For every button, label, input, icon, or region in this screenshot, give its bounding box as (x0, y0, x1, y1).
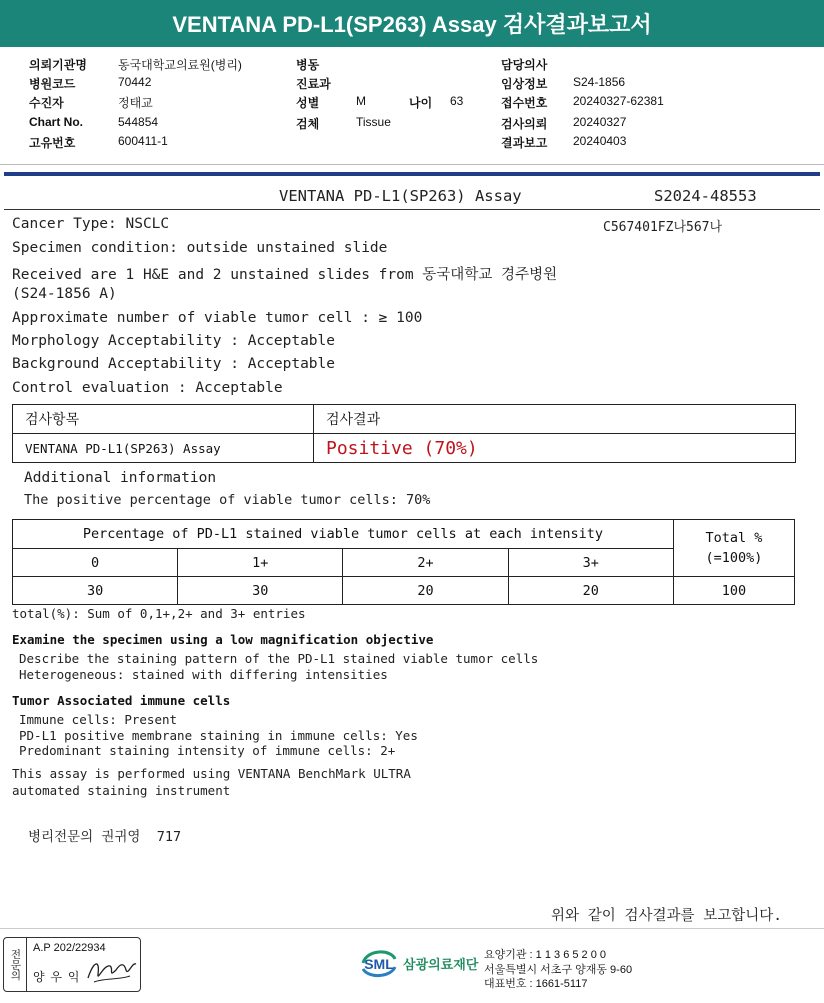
slide-code: C567401FZ나567나 (603, 220, 723, 235)
morphology-acceptability: Morphology Acceptability : Acceptable (12, 333, 336, 349)
header-result: 검사결과 (314, 405, 796, 434)
value-unique-no: 600411-1 (118, 134, 168, 148)
value-request-date: 20240327 (573, 115, 627, 129)
total-header (673, 520, 794, 577)
table-row (13, 434, 796, 463)
value-receipt-no: 20240327-62381 (573, 94, 664, 108)
total-note: total(%): Sum of 0,1+,2+ and 3+ entries (12, 606, 306, 621)
assay-title: VENTANA PD-L1(SP263) Assay (279, 187, 522, 205)
immune-title: Tumor Associated immune cells (12, 693, 231, 708)
org-code: 요양기관 : 1 1 3 6 5 2 0 0 (484, 949, 607, 961)
header-divider (0, 164, 824, 165)
patient-info-col1 (29, 56, 87, 153)
value-hospital-code: 70442 (118, 75, 152, 89)
immune-line-1: Immune cells: Present (19, 712, 178, 727)
label-unique-no: 고유번호 (29, 136, 76, 150)
org-phone: 대표번호 : 1661-5117 (484, 978, 588, 990)
label-patient: 수진자 (29, 96, 64, 110)
intensity-header: Percentage of PD-L1 stained viable tumor cells at each intensity (13, 520, 674, 549)
result-value: Positive (70%) (314, 434, 796, 463)
footer-divider (0, 928, 824, 929)
level-1: 1+ (178, 549, 343, 577)
assay-note-1: This assay is performed using VENTANA BenchMark ULTRA (12, 766, 411, 781)
specimen-id: (S24-1856 A) (12, 286, 117, 302)
label-clinical-info: 임상정보 (501, 77, 548, 91)
value-1: 30 (178, 577, 343, 605)
value-report-date: 20240403 (573, 134, 627, 148)
sml-logo (357, 945, 478, 981)
report-top-rule (4, 172, 820, 176)
label-institution: 의뢰기관명 (29, 58, 87, 72)
org-name: 삼광의료재단 (403, 957, 479, 973)
patient-info-col2 (296, 56, 331, 134)
label-doctor: 담당의사 (501, 58, 548, 72)
closing-statement: 위와 같이 검사결과를 보고합니다. (551, 908, 783, 924)
value-chart-no: 544854 (118, 115, 159, 129)
assay-note-2: automated staining instrument (12, 783, 231, 798)
table-row (13, 520, 795, 549)
label-ward: 병동 (296, 58, 320, 72)
case-number: S2024-48553 (654, 187, 757, 205)
stamp-ap: A.P 202/22934 (33, 942, 106, 954)
level-3: 3+ (508, 549, 673, 577)
label-age: 나이 (409, 96, 433, 110)
value-clinical-info: S24-1856 (573, 75, 626, 89)
result-item: VENTANA PD-L1(SP263) Assay (13, 434, 314, 463)
stamp-label: 전문의 (4, 938, 27, 991)
total-header-2: (=100%) (705, 550, 763, 566)
table-row (13, 405, 796, 434)
label-specimen: 검체 (296, 117, 320, 131)
value-sex: M (356, 94, 366, 108)
stamp-name: 양 우 익 (33, 970, 81, 984)
label-request-date: 검사의뢰 (501, 117, 548, 131)
background-acceptability: Background Acceptability : Acceptable (12, 356, 336, 372)
immune-line-3: Predominant staining intensity of immune cells: 2+ (19, 743, 396, 758)
signature-icon (84, 952, 138, 986)
additional-title: Additional information (24, 470, 217, 486)
label-chart-no: Chart No. (29, 115, 83, 129)
received-slides: Received are 1 H&E and 2 unstained slides from 동국대학교 경주병원 (12, 267, 558, 283)
immune-line-2: PD-L1 positive membrane staining in immune cells: Yes (19, 728, 418, 743)
value-2: 20 (343, 577, 508, 605)
label-sex: 성별 (296, 96, 320, 110)
org-address: 서울특별시 서초구 양재동 9-60 (484, 964, 633, 976)
label-report-date: 결과보고 (501, 136, 548, 150)
result-table (12, 404, 796, 463)
header-item: 검사항목 (13, 405, 314, 434)
value-doctor (573, 56, 664, 75)
examine-title: Examine the specimen using a low magnification objective (12, 632, 434, 647)
value-specimen: Tissue (356, 115, 391, 129)
level-2: 2+ (343, 549, 508, 577)
label-receipt-no: 접수번호 (501, 96, 548, 110)
label-department: 진료과 (296, 77, 331, 91)
value-age: 63 (450, 94, 464, 108)
viable-tumor-count: Approximate number of viable tumor cell : ≥ 100 (12, 310, 423, 326)
total-header-1: Total % (705, 530, 763, 546)
examine-line-1: Describe the staining pattern of the PD-L1 stained viable tumor cells (19, 651, 539, 666)
sml-logo-text: SML (364, 956, 394, 972)
table-row (13, 577, 795, 605)
value-0: 30 (13, 577, 178, 605)
value-total: 100 (673, 577, 794, 605)
patient-info-col3-values (573, 56, 664, 153)
control-evaluation: Control evaluation : Acceptable (12, 380, 283, 396)
pathologist: 병리전문의 권귀영 717 (28, 829, 182, 845)
specimen-condition: Specimen condition: outside unstained slide (12, 240, 388, 256)
examine-line-2: Heterogeneous: stained with differing intensities (19, 667, 388, 682)
report-title: VENTANA PD-L1(SP263) Assay 검사결과보고서 (0, 0, 824, 47)
value-patient: 정태교 (118, 96, 153, 110)
level-0: 0 (13, 549, 178, 577)
value-institution: 동국대학교의료원(병리) (118, 58, 242, 72)
value-3: 20 (508, 577, 673, 605)
label-hospital-code: 병원코드 (29, 77, 76, 91)
additional-text: The positive percentage of viable tumor cells: 70% (24, 492, 431, 508)
cancer-type: Cancer Type: NSCLC (12, 216, 170, 232)
signature-stamp (3, 937, 141, 992)
report-title-rule (4, 209, 820, 210)
patient-info-col1-values (118, 56, 242, 153)
sml-logo-icon (357, 945, 401, 981)
patient-info-col3 (501, 56, 547, 153)
intensity-table (12, 519, 795, 605)
